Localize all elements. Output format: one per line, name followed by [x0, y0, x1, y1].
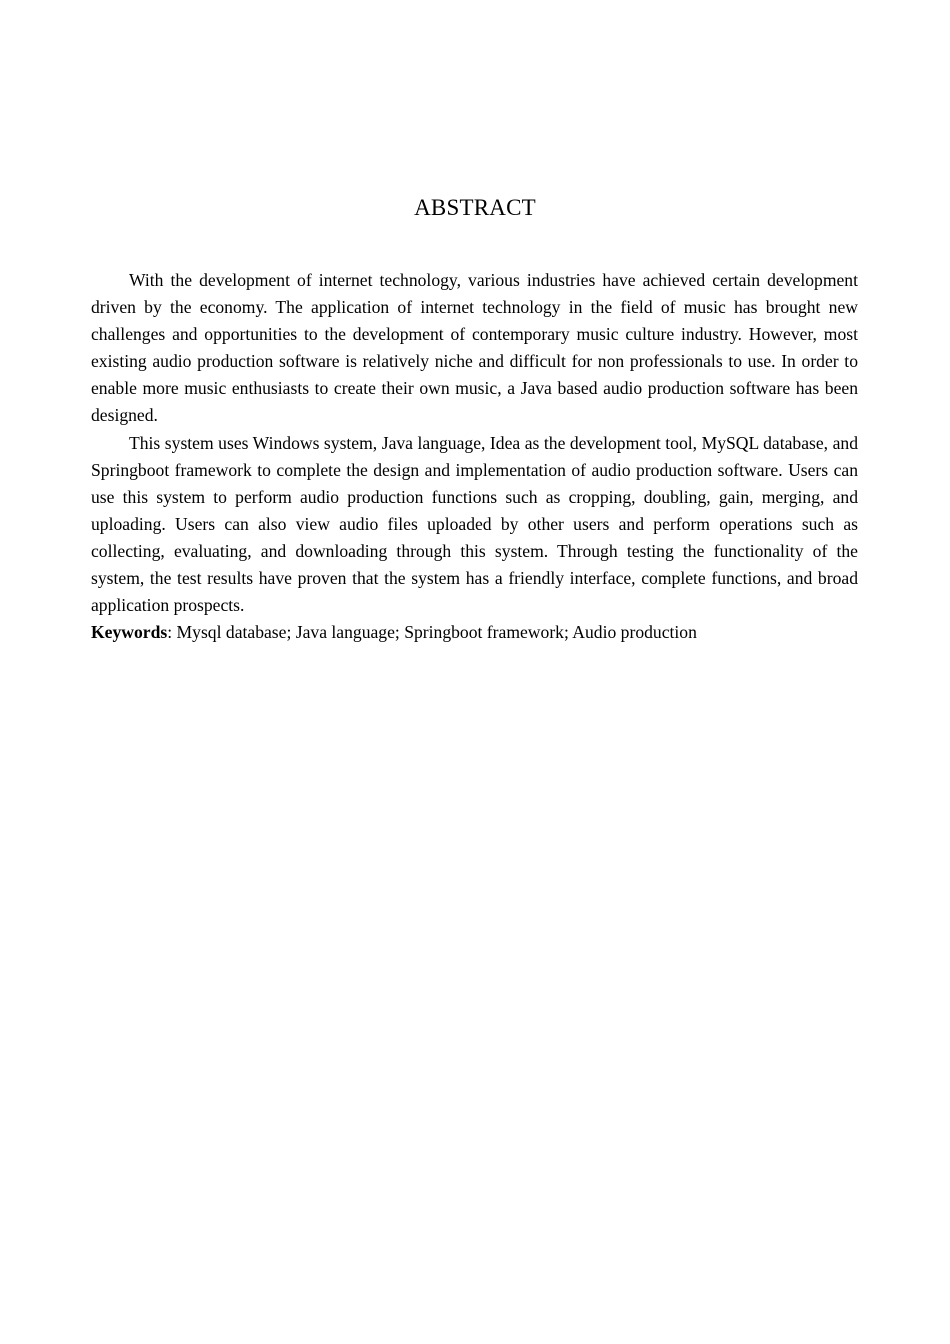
abstract-paragraph-1: With the development of internet technology, various industries have achieved certain development driven by the economy. The application of internet technology in the field of music has brought new challenges and opportunities to the development of contemporary music culture industry. However, most existing audio production software is relatively niche and difficult for non professionals to use. In order to enable more music enthusiasts to create their own music, a Java based audio production software has been designed. [91, 270, 858, 426]
abstract-paragraph-2: This system uses Windows system, Java language, Idea as the development tool, MySQL database, and Springboot framework to complete the design and implementation of audio production software. Users can use this system to perform audio production functions such as cropping, doubling, gain, merging, and uploading. Users can also view audio files uploaded by other users and perform operations such as collecting, evaluating, and downloading through this system. Through testing the functionality of the system, the test results have proven that the system has a friendly interface, complete functions, and broad application prospects. [91, 432, 858, 616]
keywords-text: : Mysql database; Java language; Springboot framework; Audio production [167, 622, 697, 643]
keywords-line [91, 619, 858, 646]
abstract-body [91, 267, 858, 646]
keywords-label: Keywords [91, 622, 168, 643]
page-title: ABSTRACT [414, 195, 536, 220]
